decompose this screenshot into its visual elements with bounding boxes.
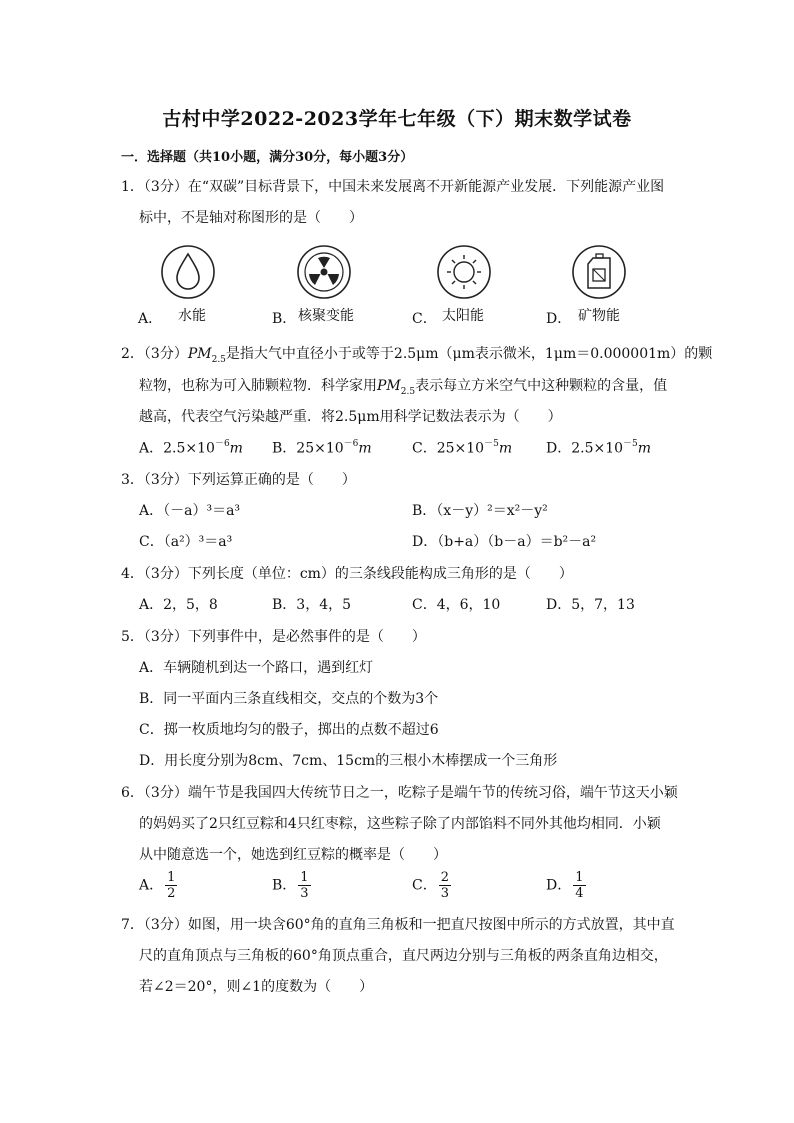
q2-line1 bbox=[121, 343, 712, 365]
pm-subscript: 2.5 bbox=[211, 354, 226, 365]
q2-line2 bbox=[139, 375, 667, 397]
q5-stem: 5．（3分）下列事件中，是必然事件的是（ ） bbox=[121, 629, 426, 645]
q2-line3: 越高，代表空气污染越严重．将2.5μm用科学记数法表示为（ ） bbox=[139, 409, 562, 425]
fraction-numerator: 1 bbox=[300, 870, 309, 885]
q2-line2-a: 粒物，也称为可入肺颗粒物．科学家用 bbox=[139, 378, 377, 394]
q2-option-c-base: 25×10 bbox=[436, 440, 485, 457]
q6-option-b-letter: B． bbox=[272, 877, 297, 894]
q3-option-b[interactable] bbox=[412, 500, 548, 520]
q3-option-a[interactable] bbox=[139, 500, 240, 520]
nuclear-icon bbox=[296, 244, 352, 300]
q2-option-d-base: 2.5×10 bbox=[571, 440, 624, 457]
q7-line1: 7．（3分）如图，用一块含60°角的直角三角板和一把直尺按图中所示的方式放置，其中直 bbox=[121, 917, 675, 933]
q6-option-b-fraction bbox=[298, 870, 310, 901]
q6-option-d[interactable] bbox=[546, 870, 586, 901]
q3-stem: 3．（3分）下列运算正确的是（ ） bbox=[121, 472, 356, 488]
fraction-numerator: 1 bbox=[167, 870, 176, 885]
q3-option-c-text: （a²）³＝a³ bbox=[163, 534, 233, 550]
q4-stem: 4．（3分）下列长度（单位：cm）的三条线段能构成三角形的是（ ） bbox=[121, 566, 573, 582]
fuel-can-icon bbox=[571, 244, 627, 300]
q7-line3: 若∠2＝20°，则∠1的度数为（ ） bbox=[139, 979, 374, 995]
q6-option-c[interactable] bbox=[412, 870, 451, 901]
q5-option-a[interactable]: A．车辆随机到达一个路口，遇到红灯 bbox=[139, 660, 374, 676]
q3-option-d-text: （b+a）（b－a）＝b²－a² bbox=[437, 534, 597, 550]
fraction-denominator: 3 bbox=[440, 886, 449, 901]
q4-option-c[interactable]: C．4，6，10 bbox=[412, 597, 501, 613]
q7-line2: 尺的直角顶点与三角板的60°角顶点重合，直尺两边分别与三角板的两条直角边相交， bbox=[139, 948, 668, 964]
q1-line2: 标中，不是轴对称图形的是（ ） bbox=[139, 210, 363, 226]
q1-option-b-label: 核聚变能 bbox=[298, 308, 354, 324]
q6-option-a[interactable] bbox=[139, 870, 177, 901]
pm-symbol-2: PM bbox=[377, 378, 401, 394]
q2-option-c-unit: m bbox=[498, 440, 513, 457]
fraction-denominator: 3 bbox=[300, 886, 309, 901]
q3-option-b-letter: B． bbox=[412, 503, 437, 519]
q2-text1: 是指大气中直径小于或等于2.5μm（μm表示微米，1μm＝0.000001m）的颗 bbox=[225, 346, 713, 362]
q5-option-d[interactable]: D．用长度分别为8cm、7cm、15cm的三根小木棒摆成一个三角形 bbox=[139, 753, 558, 769]
q2-option-b-base: 25×10 bbox=[296, 440, 344, 457]
q2-option-a-unit: m bbox=[229, 440, 243, 457]
q2-option-c[interactable] bbox=[412, 437, 512, 458]
q2-line2-b: 表示每立方米空气中这种颗粒的含量，值 bbox=[415, 378, 668, 394]
fraction-denominator: 4 bbox=[575, 886, 584, 901]
q3-option-c[interactable] bbox=[139, 531, 232, 551]
pm-symbol: PM bbox=[187, 346, 212, 362]
q1-option-c-letter: C． bbox=[412, 311, 437, 327]
q2-option-b-exp: －6 bbox=[343, 439, 359, 449]
q6-line2: 的妈妈买了2只红豆粽和4只红枣粽，这些粽子除了内部馅料不同外其他均相同．小颖 bbox=[139, 816, 661, 832]
q3-option-b-text: （x－y）²＝x²－y² bbox=[436, 503, 548, 519]
q6-option-c-fraction bbox=[439, 870, 451, 901]
q6-option-b[interactable] bbox=[272, 870, 311, 901]
q1-option-c-label: 太阳能 bbox=[442, 308, 484, 324]
q2-option-a-letter: A． bbox=[139, 440, 164, 457]
q3-option-a-letter: A． bbox=[139, 503, 164, 519]
q2-option-c-letter: C． bbox=[412, 440, 437, 457]
q2-prefix: 2．（3分） bbox=[121, 346, 188, 362]
q2-option-a-base: 2.5×10 bbox=[163, 440, 215, 457]
q3-option-d[interactable] bbox=[412, 531, 596, 551]
q1-line1: 1．（3分）在“双碳”目标背景下，中国未来发展离不开新能源产业发展．下列能源产业图 bbox=[121, 179, 665, 195]
q5-option-c[interactable]: C．掷一枚质地均匀的骰子，掷出的点数不超过6 bbox=[139, 722, 439, 738]
q1-option-d-label: 矿物能 bbox=[578, 308, 620, 324]
q2-option-b-letter: B． bbox=[272, 440, 297, 457]
q3-option-d-letter: D． bbox=[412, 534, 438, 550]
q1-option-a-letter: A． bbox=[138, 311, 163, 327]
q6-option-d-fraction bbox=[573, 870, 585, 901]
q2-option-a-exp: －6 bbox=[214, 439, 230, 449]
q2-option-d-letter: D． bbox=[546, 440, 572, 457]
fraction-numerator: 2 bbox=[440, 870, 449, 885]
q2-option-b-unit: m bbox=[358, 440, 372, 457]
pm-subscript-2: 2.5 bbox=[400, 386, 416, 397]
sun-icon bbox=[436, 244, 492, 300]
q4-option-a[interactable]: A．2，5，8 bbox=[139, 597, 218, 613]
q4-option-b[interactable]: B．3，4，5 bbox=[272, 597, 352, 613]
q2-option-b[interactable] bbox=[272, 437, 372, 458]
water-drop-icon bbox=[160, 244, 216, 300]
fraction-numerator: 1 bbox=[575, 870, 584, 885]
q3-option-a-text: （－a）³＝a³ bbox=[163, 503, 241, 519]
q6-option-a-fraction bbox=[165, 870, 177, 901]
q2-option-d-unit: m bbox=[637, 440, 652, 457]
q1-option-d-letter: D． bbox=[546, 311, 572, 327]
q6-option-a-letter: A． bbox=[139, 877, 164, 894]
q6-line3: 从中随意选一个，她选到红豆粽的概率是（ ） bbox=[139, 847, 447, 863]
q6-line1: 6．（3分）端午节是我国四大传统节日之一，吃粽子是端午节的传统习俗，端午节这天小颖 bbox=[121, 785, 678, 801]
q3-option-c-letter: C． bbox=[139, 534, 164, 550]
q6-option-d-letter: D． bbox=[546, 877, 572, 894]
q1-option-b-letter: B． bbox=[272, 311, 297, 327]
q2-option-a[interactable] bbox=[139, 437, 243, 458]
q2-option-c-exp: －5 bbox=[484, 439, 499, 449]
page-title: 古村中学2022-2023学年七年级（下）期末数学试卷 bbox=[162, 108, 632, 130]
q2-option-d[interactable] bbox=[546, 437, 651, 458]
q5-option-b[interactable]: B．同一平面内三条直线相交，交点的个数为3个 bbox=[139, 691, 439, 707]
q4-option-d[interactable]: D．5，7，13 bbox=[546, 597, 635, 613]
q1-option-a-label: 水能 bbox=[178, 308, 206, 324]
fraction-denominator: 2 bbox=[167, 886, 176, 901]
q6-option-c-letter: C． bbox=[412, 877, 437, 894]
q2-option-d-exp: －5 bbox=[623, 439, 638, 449]
section-heading: 一．选择题（共10小题，满分30分，每小题3分） bbox=[121, 150, 414, 165]
